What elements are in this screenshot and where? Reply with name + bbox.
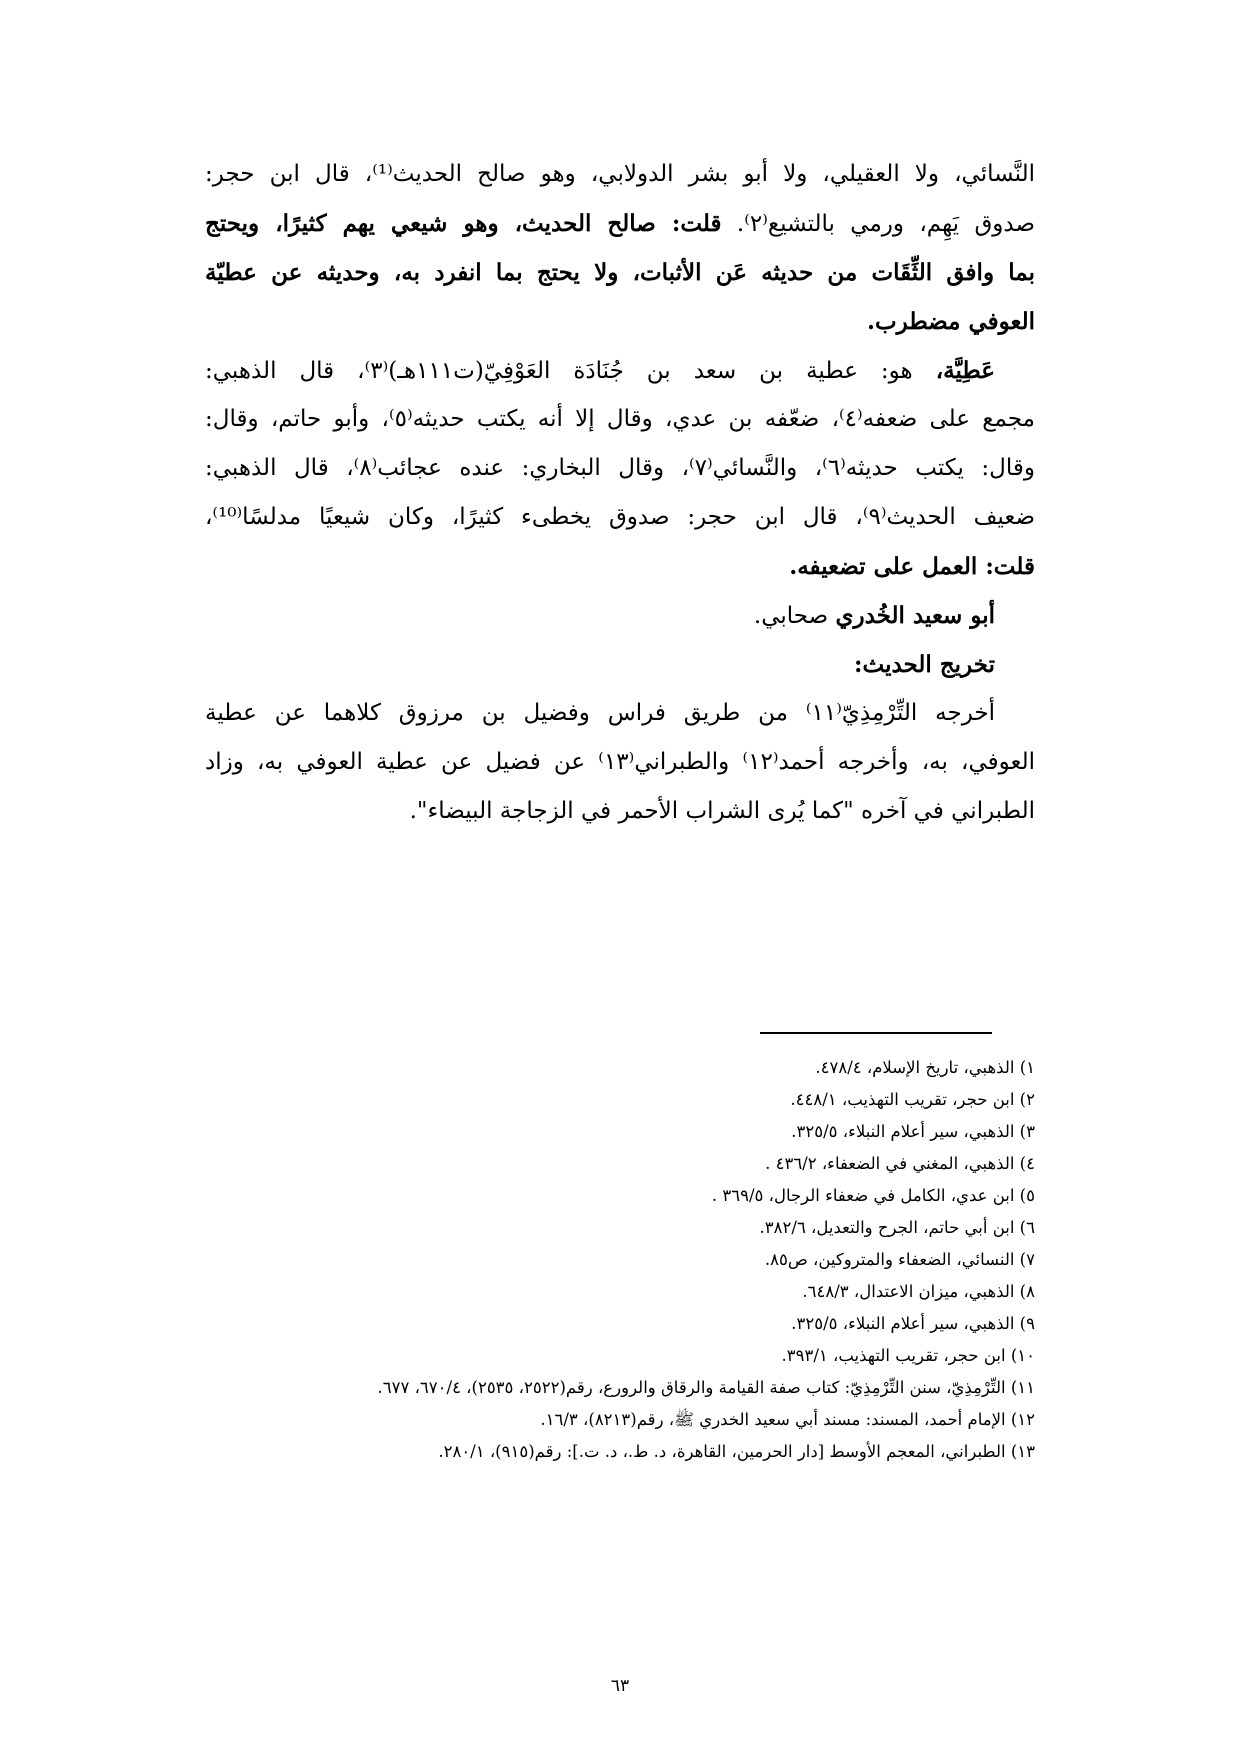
- text-span: مجمع على ضعفه⁽٤⁾، ضعّفه بن عدي، وقال إلا أنه يكتب حديثه⁽٥⁾، وأبو حاتم، وقال:: [205, 406, 1035, 432]
- text-span: الطبراني في آخره "كما يُرى الشراب الأحمر في الزجاجة البيضاء".: [409, 798, 1035, 824]
- text-span: صحابي.: [753, 603, 829, 629]
- text-line: [205, 297, 1035, 346]
- text-line: [205, 346, 1035, 395]
- text-span: صدوق يَهِم، ورمي بالتشيع⁽٢⁾.: [736, 211, 1035, 237]
- bold-note: العوفي مضطرب.: [866, 308, 1035, 335]
- footnote-item: ٨) الذهبي، ميزان الاعتدال، ٦٤٨/٣.: [802, 1282, 1035, 1301]
- section-heading: [205, 640, 1035, 689]
- text-line: [205, 738, 1035, 787]
- narrator-name: أبو سعيد الخُدري: [835, 602, 995, 629]
- text-line: [205, 787, 1035, 836]
- footnote-separator: [760, 1032, 992, 1034]
- main-text: [205, 150, 1035, 836]
- footnote-item: ٧) النسائي، الضعفاء والمتروكين، ص٨٥.: [764, 1250, 1035, 1269]
- footnotes: [205, 1052, 1035, 1468]
- footnote-item: ١١) التِّرْمِذِيّ، سنن التِّرْمِذِيّ: كتاب صفة القيامة والرقاق والرورع، رقم(٢٥٢٢، ٢٥٣٥)، ٦٧٠/٤، ٦٧٧.: [377, 1378, 1035, 1397]
- text-span: العوفي، به، وأخرجه أحمد⁽١٢⁾ والطبراني⁽١٣⁾ عن فضيل عن عطية العوفي به، وزاد: [205, 749, 1035, 775]
- footnote-item: ١٣) الطبراني، المعجم الأوسط [دار الحرمين، القاهرة، د. ط.، د. ت.]: رقم(٩١٥)، ٢٨٠/١.: [438, 1442, 1035, 1461]
- text-line: [205, 493, 1035, 542]
- footnote-item: ١٠) ابن حجر، تقريب التهذيب، ٣٩٣/١.: [781, 1346, 1035, 1365]
- footnote-item: ٢) ابن حجر، تقريب التهذيب، ٤٤٨/١.: [790, 1090, 1035, 1109]
- footnote-item: ٤) الذهبي، المغني في الضعفاء، ٤٣٦/٢ .: [765, 1154, 1035, 1173]
- footnote-item: ٣) الذهبي، سير أعلام النبلاء، ٣٢٥/٥.: [791, 1122, 1035, 1141]
- footnote-item: ١٢) الإمام أحمد، المسند: مسند أبي سعيد الخدري ﷺ، رقم(٨٢١٣)، ١٦/٣.: [540, 1410, 1035, 1429]
- text-line: [205, 444, 1035, 493]
- footnote-item: ٥) ابن عدي، الكامل في ضعفاء الرجال، ٣٦٩/٥ .: [711, 1186, 1035, 1205]
- text-span: أخرجه التِّرْمِذِيّ⁽١١⁾ من طريق فراس وفضيل بن مرزوق كلاهما عن عطية: [205, 700, 996, 726]
- footnote-item: ٦) ابن أبي حاتم، الجرح والتعديل، ٣٨٢/٦.: [759, 1218, 1035, 1237]
- text-line: [205, 150, 1035, 199]
- page-number: ٦٣: [610, 1676, 630, 1696]
- narrator-name: عَطِيَّة،: [935, 357, 996, 384]
- text-line: [205, 542, 1035, 591]
- bold-note: بما وافق الثِّقَات من حديثه عَن الأثبات، ولا يحتج بما انفرد به، وحديثه عن عطيّة: [205, 259, 1035, 286]
- text-line: [205, 689, 1035, 738]
- footnote-item: ٩) الذهبي، سير أعلام النبلاء، ٣٢٥/٥.: [791, 1314, 1035, 1333]
- text-line: [205, 248, 1035, 297]
- text-line: [205, 591, 1035, 640]
- text-span: هو: عطية بن سعد بن جُنَادَة العَوْفِيّ(ت١١١هـ)⁽٣⁾، قال الذهبي:: [205, 358, 913, 384]
- section-heading-text: تخريج الحديث:: [854, 651, 995, 678]
- bold-note: قلت: صالح الحديث، وهو شيعي يهم كثيرًا، ويحتج: [205, 210, 722, 237]
- text-span: النَّسائي، ولا العقيلي، ولا أبو بشر الدولابي، وهو صالح الحديث⁽¹⁾، قال ابن حجر:: [205, 161, 1035, 187]
- text-span: ضعيف الحديث⁽٩⁾، قال ابن حجر: صدوق يخطىء كثيرًا، وكان شيعيًا مدلسًا⁽¹⁰⁾،: [205, 504, 1035, 530]
- text-line: [205, 199, 1035, 248]
- footnote-item: ١) الذهبي، تاريخ الإسلام، ٤٧٨/٤.: [815, 1058, 1035, 1077]
- text-line: [205, 395, 1035, 444]
- bold-note: قلت: العمل على تضعيفه.: [789, 553, 1035, 580]
- text-span: وقال: يكتب حديثه⁽٦⁾، والنَّسائي⁽٧⁾، وقال البخاري: عنده عجائب⁽٨⁾، قال الذهبي:: [205, 455, 1035, 481]
